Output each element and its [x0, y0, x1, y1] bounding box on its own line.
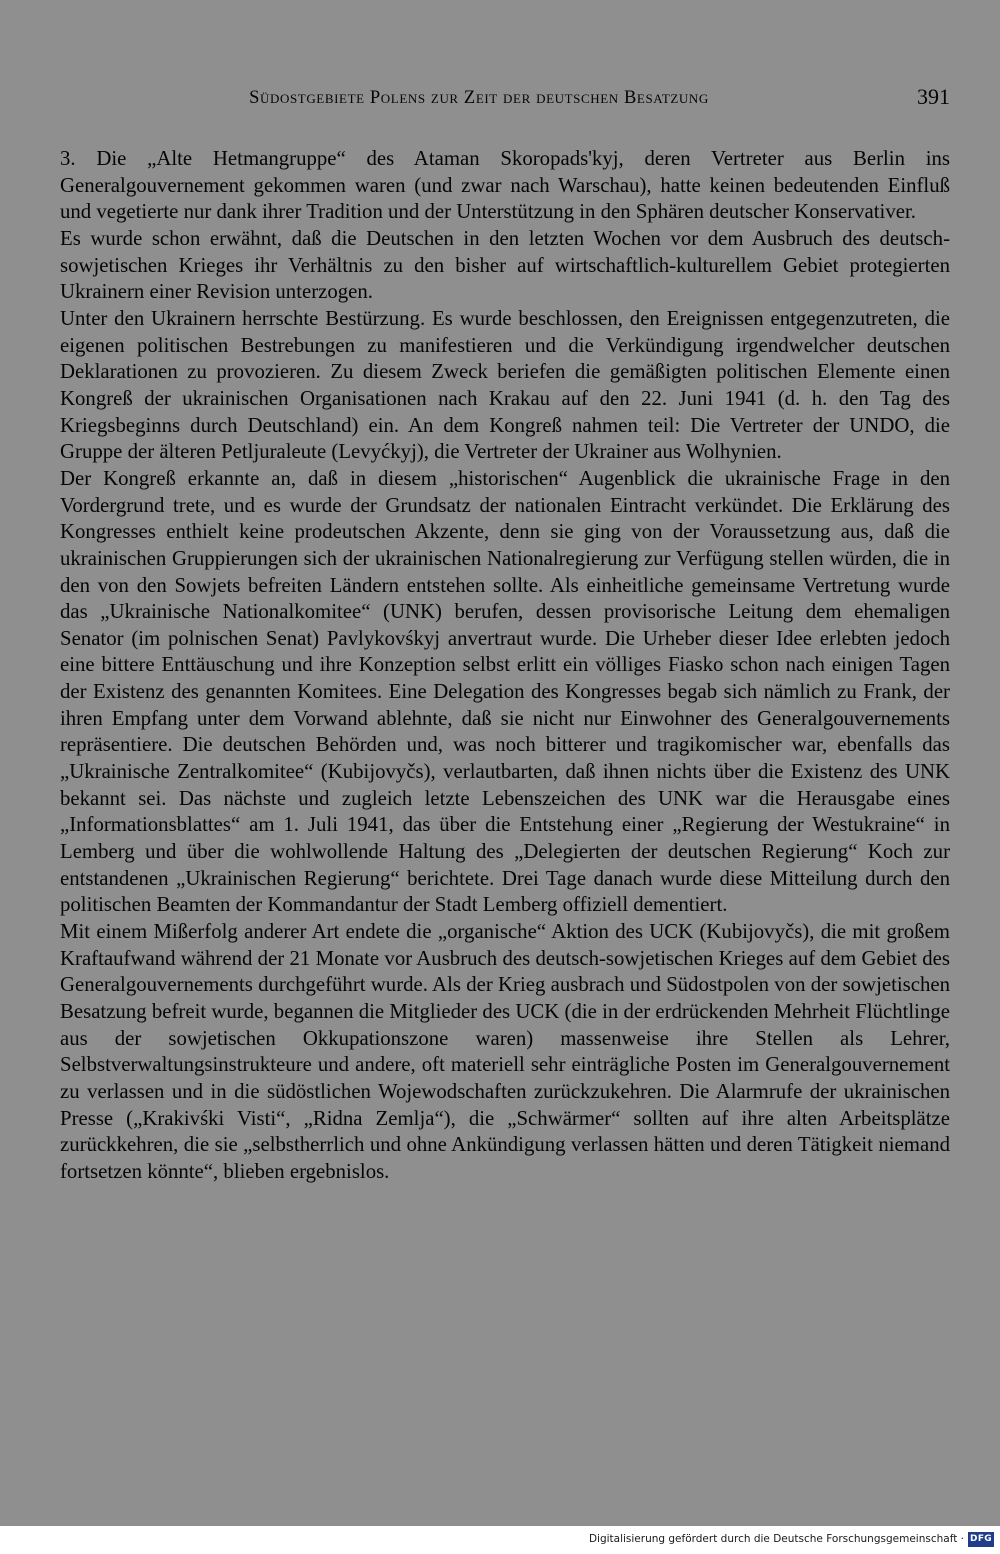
paragraph-hetmangruppe: 3. Die „Alte Hetmangruppe“ des Ataman Skoropads'kyj, deren Vertreter aus Berlin ins Generalgouvernement gekommen waren (und zwar nach Warschau), hatte keinen bedeutenden Einfluß und vegetierte nur dank ihrer Tradition und der Unterstützung in den Sphären deutscher Konservativer. [60, 147, 950, 224]
paragraph-uck-misserfolg: Mit einem Mißerfolg anderer Art endete die „organische“ Aktion des UCK (Kubijovyčs), die mit großem Kraftaufwand während der 21 Monate vor Ausbruch des deutsch-sowjetischen Krieges auf dem Gebiet des Generalgouvernements durchgeführt wurde. Als der Krieg ausbrach und Südostpolen von der sowjetischen Besatzung befreit wurde, begannen die Mitglieder des UCK (die in der erdrückenden Mehrheit Flüchtlinge aus der sowjetischen Okkupationszone waren) massenweise ihre Stellen als Lehrer, Selbstverwaltungsinstrukteure und andere, oft materiell sehr einträgliche Posten im Generalgouvernement zu verlassen und in die südöstlichen Wojewodschaften zurückzukehren. Die Alarmrufe der ukrainischen Presse („Krakivśki Visti“, „Ridna Zemlja“), die „Schwärmer“ sollten auf ihre alten Arbeitsplätze zurückkehren, die sie „selbstherrlich und ohne Ankündigung verlassen hätten und deren Tätigkeit niemand fortsetzen könnte“, blieben ergebnislos. [60, 920, 950, 1183]
paragraph-kongress-einberufung: Unter den Ukrainern herrschte Bestürzung. Es wurde beschlossen, den Ereignissen entgegenzutreten, die eigenen politischen Bestrebungen zu manifestieren und die Verkündigung irgendwelcher deutschen Deklarationen zu provozieren. Zu diesem Zweck beriefen die gemäßigten politischen Elemente einen Kongreß der ukrainischen Organisationen nach Krakau auf den 22. Juni 1941 (d. h. den Tag des Kriegsbeginns durch Deutschland) ein. An dem Kongreß nahmen teil: Die Vertreter der UNDO, die Gruppe der älteren Petljuraleute (Levyćkyj), die Vertreter der Ukrainer aus Wolhynien. [60, 306, 950, 464]
page-number: 391 [917, 84, 950, 109]
dfg-logo: DFG [968, 1532, 994, 1547]
funding-credit: Digitalisierung gefördert durch die Deutsche Forschungsgemeinschaft · [588, 1533, 964, 1545]
paragraph-revision: Es wurde schon erwähnt, daß die Deutschen in den letzten Wochen vor dem Ausbruch des deutsch-sowjetischen Krieges ihr Verhältnis zu den bisher auf wirtschaftlich-kulturellem Gebiet protegierten Ukrainern einer Revision unterzogen. [60, 226, 950, 304]
body-text [60, 146, 950, 1186]
paragraph-kongress-ergebnis: Der Kongreß erkannte an, daß in diesem „historischen“ Augenblick die ukrainische Frage in den Vordergrund trete, und es wurde der Grundsatz der nationalen Eintracht verkündet. Die Erklärung des Kongresses enthielt keine prodeutschen Akzente, denn sie ging von der Voraussetzung aus, daß die ukrainischen Gruppierungen sich der ukrainischen Nationalregierung zur Verfügung stellen würden, die in den von den Sowjets befreiten Ländern entstehen sollte. Als einheitliche gemeinsame Vertretung wurde das „Ukrainische Nationalkomitee“ (UNK) berufen, dessen provisorische Leitung dem ehemaligen Senator (im polnischen Senat) Pavlykovśkyj anvertraut wurde. Die Urheber dieser Idee erlebten jedoch eine bittere Enttäuschung und ihre Konzeption selbst erlitt ein völliges Fiasko schon nach einigen Tagen der Existenz des genannten Komitees. Eine Delegation des Kongresses begab sich nämlich zu Frank, der ihren Empfang unter dem Vorwand ablehnte, daß sie nicht nur Einwohner des Generalgouvernements repräsentiere. Die deutschen Behörden und, was noch bitterer und tragikomischer war, ebenfalls das „Ukrainische Zentralkomitee“ (Kubijovyčs), verlautbarten, daß ihnen nichts über die Existenz des UNK bekannt sei. Das nächste und zugleich letzte Lebenszeichen des UNK war die Herausgabe eines „Informationsblattes“ am 1. Juli 1941, das über die Entstehung einer „Regierung der Westukraine“ in Lemberg und über die wohlwollende Haltung des „Delegierten der deutschen Regierung“ Koch zur entstandenen „Ukrainischen Regierung“ berichtete. Drei Tage danach wurde diese Mitteilung durch den politischen Beamten der Kommandantur der Stadt Lemberg offiziell dementiert. [60, 466, 950, 917]
running-title: Südostgebiete Polens zur Zeit der deutschen Besatzung [249, 88, 709, 108]
digitization-footer [0, 1526, 1000, 1554]
running-head [60, 84, 950, 114]
